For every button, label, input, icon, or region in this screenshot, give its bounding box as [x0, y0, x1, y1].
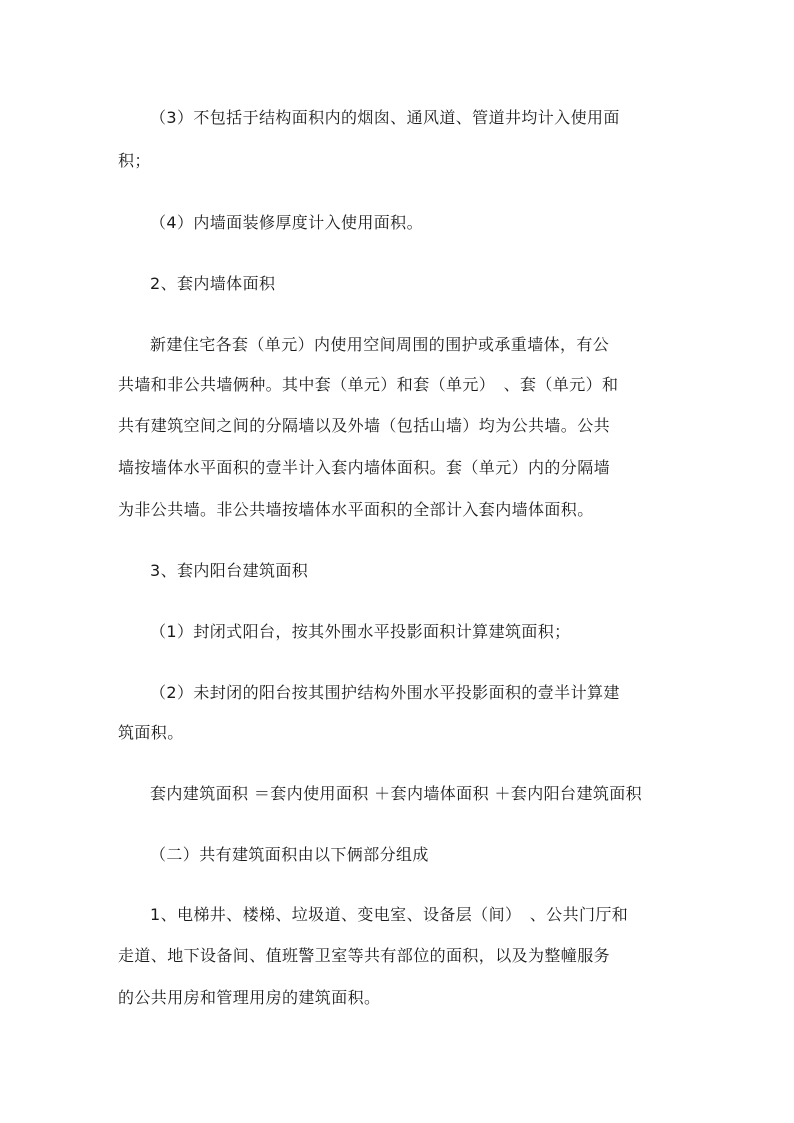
section-heading: 2、套内墙体面积: [150, 274, 276, 293]
text-line: 共墙和非公共墙俩种。其中套（单元）和套（单元） 、套（单元）和: [118, 375, 619, 394]
text-line: 的公共用房和管理用房的建筑面积。: [118, 988, 381, 1007]
text-line: （4）内墙面装修厚度计入使用面积。: [150, 213, 423, 232]
text-line: （1）封闭式阳台，按其外围水平投影面积计算建筑面积；: [150, 622, 571, 641]
text-line: 1、电梯井、楼梯、垃圾道、变电室、设备层（间） 、公共门厅和: [150, 905, 629, 924]
text-line: 走道、地下设备间、值班警卫室等共有部位的面积，以及为整幢服务: [118, 946, 611, 965]
text-line: 共有建筑空间之间的分隔墙以及外墙（包括山墙）均为公共墙。公共: [118, 416, 611, 435]
section-heading: （二）共有建筑面积由以下俩部分组成: [150, 845, 429, 864]
section-heading: 3、套内阳台建筑面积: [150, 561, 309, 580]
text-line: 为非公共墙。非公共墙按墙体水平面积的全部计入套内墙体面积。: [118, 500, 594, 519]
text-line: （2）未封闭的阳台按其围护结构外围水平投影面积的壹半计算建: [150, 683, 620, 702]
text-line: 新建住宅各套（单元）内使用空间周围的围护或承重墙体，有公: [150, 335, 610, 354]
text-line: 墙按墙体水平面积的壹半计入套内墙体面积。套（单元）内的分隔墙: [118, 458, 611, 477]
text-line: （3）不包括于结构面积内的烟囱、通风道、管道井均计入使用面: [150, 108, 620, 127]
text-line: 筑面积。: [118, 723, 184, 742]
formula-line: 套内建筑面积 ＝套内使用面积 ＋套内墙体面积 ＋套内阳台建筑面积: [150, 784, 643, 803]
text-line: 积；: [118, 151, 151, 170]
